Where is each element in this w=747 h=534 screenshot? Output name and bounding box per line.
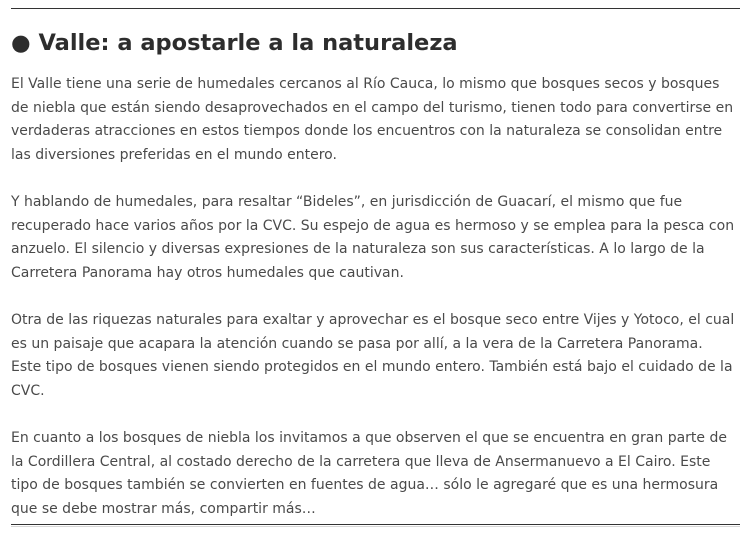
top-divider (11, 8, 740, 9)
paragraph-bideles: Y hablando de humedales, para resaltar “Bideles”, en jurisdicción de Guacarí, el mismo que fue recuperado hace varios años por la CVC. Su espejo de agua es hermoso y se emplea para la pesca con anzuelo. El silencio y diversas expresiones de la naturaleza son sus características. A lo largo de la Carretera Panorama hay otros humedales que cautivan. (11, 194, 735, 281)
bottom-divider (11, 524, 740, 525)
section-title: ● Valle: a apostarle a la naturaleza (11, 30, 458, 56)
article-body (11, 73, 737, 521)
paragraph-bosque-seco: Otra de las riquezas naturales para exaltar y aprovechar es el bosque seco entre Vijes y Yotoco, el cual es un paisaje que acapara la atención cuando se pasa por allí, a la vera de la Carretera Panorama. Este tipo de bosques vienen siendo protegidos en el mundo entero. También está bajo el cuidado de la CVC. (11, 312, 735, 399)
paragraph-humedales: El Valle tiene una serie de humedales cercanos al Río Cauca, lo mismo que bosques secos y bosques de niebla que están siendo desaprovechados en el campo del turismo, tienen todo para convertirse en verdaderas atracciones en estos tiempos donde los encuentros con la naturaleza se consolidan entre las diversiones preferidas en el mundo entero. (11, 76, 734, 163)
paragraph-bosques-de-niebla: En cuanto a los bosques de niebla los invitamos a que observen el que se encuentra en gran parte de la Cordillera Central, al costado derecho de la carretera que lleva de Ansermanuevo a El Cairo. Este tipo de bosques también se convierten en fuentes de agua… sólo le agregaré que es una hermosura que se debe mostrar más, compartir más… (11, 430, 727, 517)
bottom-divider-shadow (11, 526, 740, 527)
